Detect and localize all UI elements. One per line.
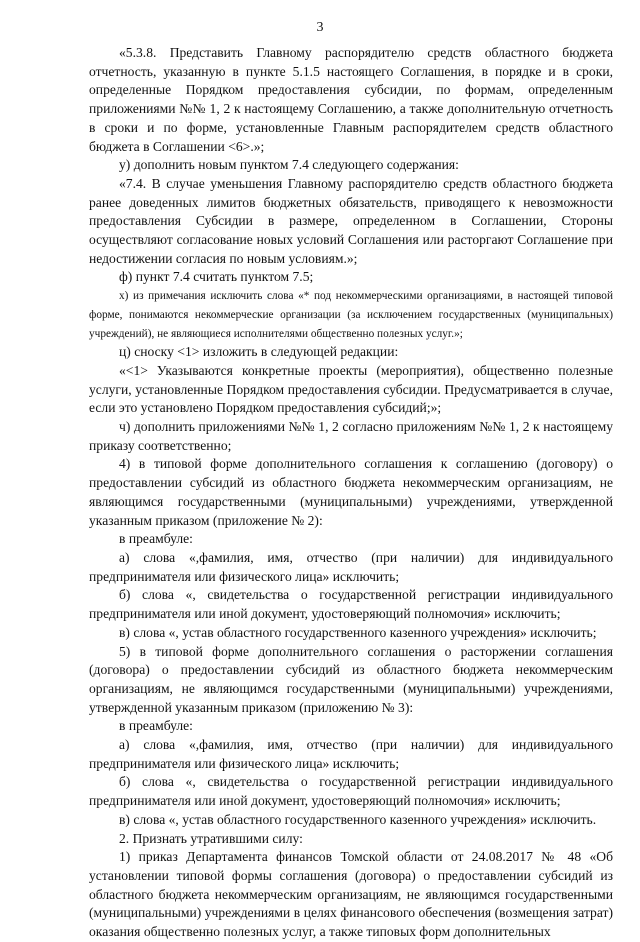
paragraph: в) слова «, устав областного государственного казенного учреждения» исключить. <box>119 811 597 827</box>
paragraph: в) слова «, устав областного государственного казенного учреждения» исключить; <box>119 624 597 640</box>
paragraph: у) дополнить новым пунктом 7.4 следующего содержания: <box>119 157 459 173</box>
paragraph: 4) в типовой форме дополнительного соглашения к соглашению (договору) о предоставлении субсидий из областного бюджета некоммерческим организациям, не являющимся государственными (муниципальными) учреждениями, утвержденной указанным приказом (приложение № 2): <box>89 456 613 528</box>
paragraph: ф) пункт 7.4 считать пунктом 7.5; <box>119 269 314 285</box>
paragraph: а) слова «,фамилия, имя, отчество (при наличии) для индивидуального предпринимателя или физического лица» исключить; <box>89 737 613 771</box>
paragraph: ч) дополнить приложениями №№ 1, 2 согласно приложениям №№ 1, 2 к настоящему приказу соответственно; <box>89 419 613 453</box>
paragraph: х) из примечания исключить слова «* под некоммерческими организациями, в настоящей типовой форме, понимаются некоммерческие организации (за исключением государственных (муниципальных) учреждений), не являющиеся исполнителями общественно полезных услуг.»; <box>89 290 613 340</box>
paragraph: б) слова «, свидетельства о государственной регистрации индивидуального предпринимателя или иной документ, удостоверяющий полномочия» исключить; <box>89 587 613 622</box>
paragraph: в преамбуле: <box>119 531 193 547</box>
paragraph: 2. Признать утратившими силу: <box>119 830 303 846</box>
paragraph: 1) приказ Департамента финансов Томской области от 24.08.2017 № 48 «Об установлении типовой формы соглашения (договора) о предоставлении субсидий из областного бюджета некоммерческим организациям, не являющимся государственными (муниципальными) учреждениями в целях финансового обеспечения (возмещения затрат) оказания общественно полезных услуг, а также типовых форм дополнительных <box>89 849 613 940</box>
paragraph: 5) в типовой форме дополнительного соглашения о расторжении соглашения (договора) о предоставлении субсидий из областного бюджета некоммерческим организациям, не являющимся государственными (муниципальными) учреждениями, утвержденной указанным приказом (приложению № 3): <box>89 643 613 715</box>
paragraph: «5.3.8. Представить Главному распорядителю средств областного бюджета отчетность, указанную в пункте 5.1.5 настоящего Соглашения, в порядке и в сроки, определенные Порядком предоставления субсидии, по формам, определенным приложениями №№ 1, 2 к настоящему Соглашению, а также дополнительную отчетность в сроки и по форме, установленные Главным распорядителем средств областного бюджета в Соглашении <6>.»; <box>89 45 613 154</box>
page-number: 3 <box>316 20 324 35</box>
paragraph: б) слова «, свидетельства о государственной регистрации индивидуального предпринимателя или иной документ, удостоверяющий полномочия» исключить; <box>89 774 613 809</box>
document-body <box>89 44 613 942</box>
paragraph: «<1> Указываются конкретные проекты (мероприятия), общественно полезные услуги, установленные Порядком предоставления субсидии. Предусматривается в случае, если это установлено Порядком предоставления субсидий;»; <box>89 362 613 416</box>
paragraph: «7.4. В случае уменьшения Главному распорядителю средств областного бюджета ранее доведенных лимитов бюджетных обязательств, приводящего к невозможности предоставления Субсидии в размере, определенном в Соглашении, Стороны осуществляют согласование новых условий Соглашения или расторгают Соглашение при недостижении согласия по новым условиям.»; <box>89 175 613 266</box>
paragraph: а) слова «,фамилия, имя, отчество (при наличии) для индивидуального предпринимателя или физического лица» исключить; <box>89 549 613 584</box>
paragraph: в преамбуле: <box>119 718 193 734</box>
paragraph: ц) сноску <1> изложить в следующей редакции: <box>119 344 399 360</box>
